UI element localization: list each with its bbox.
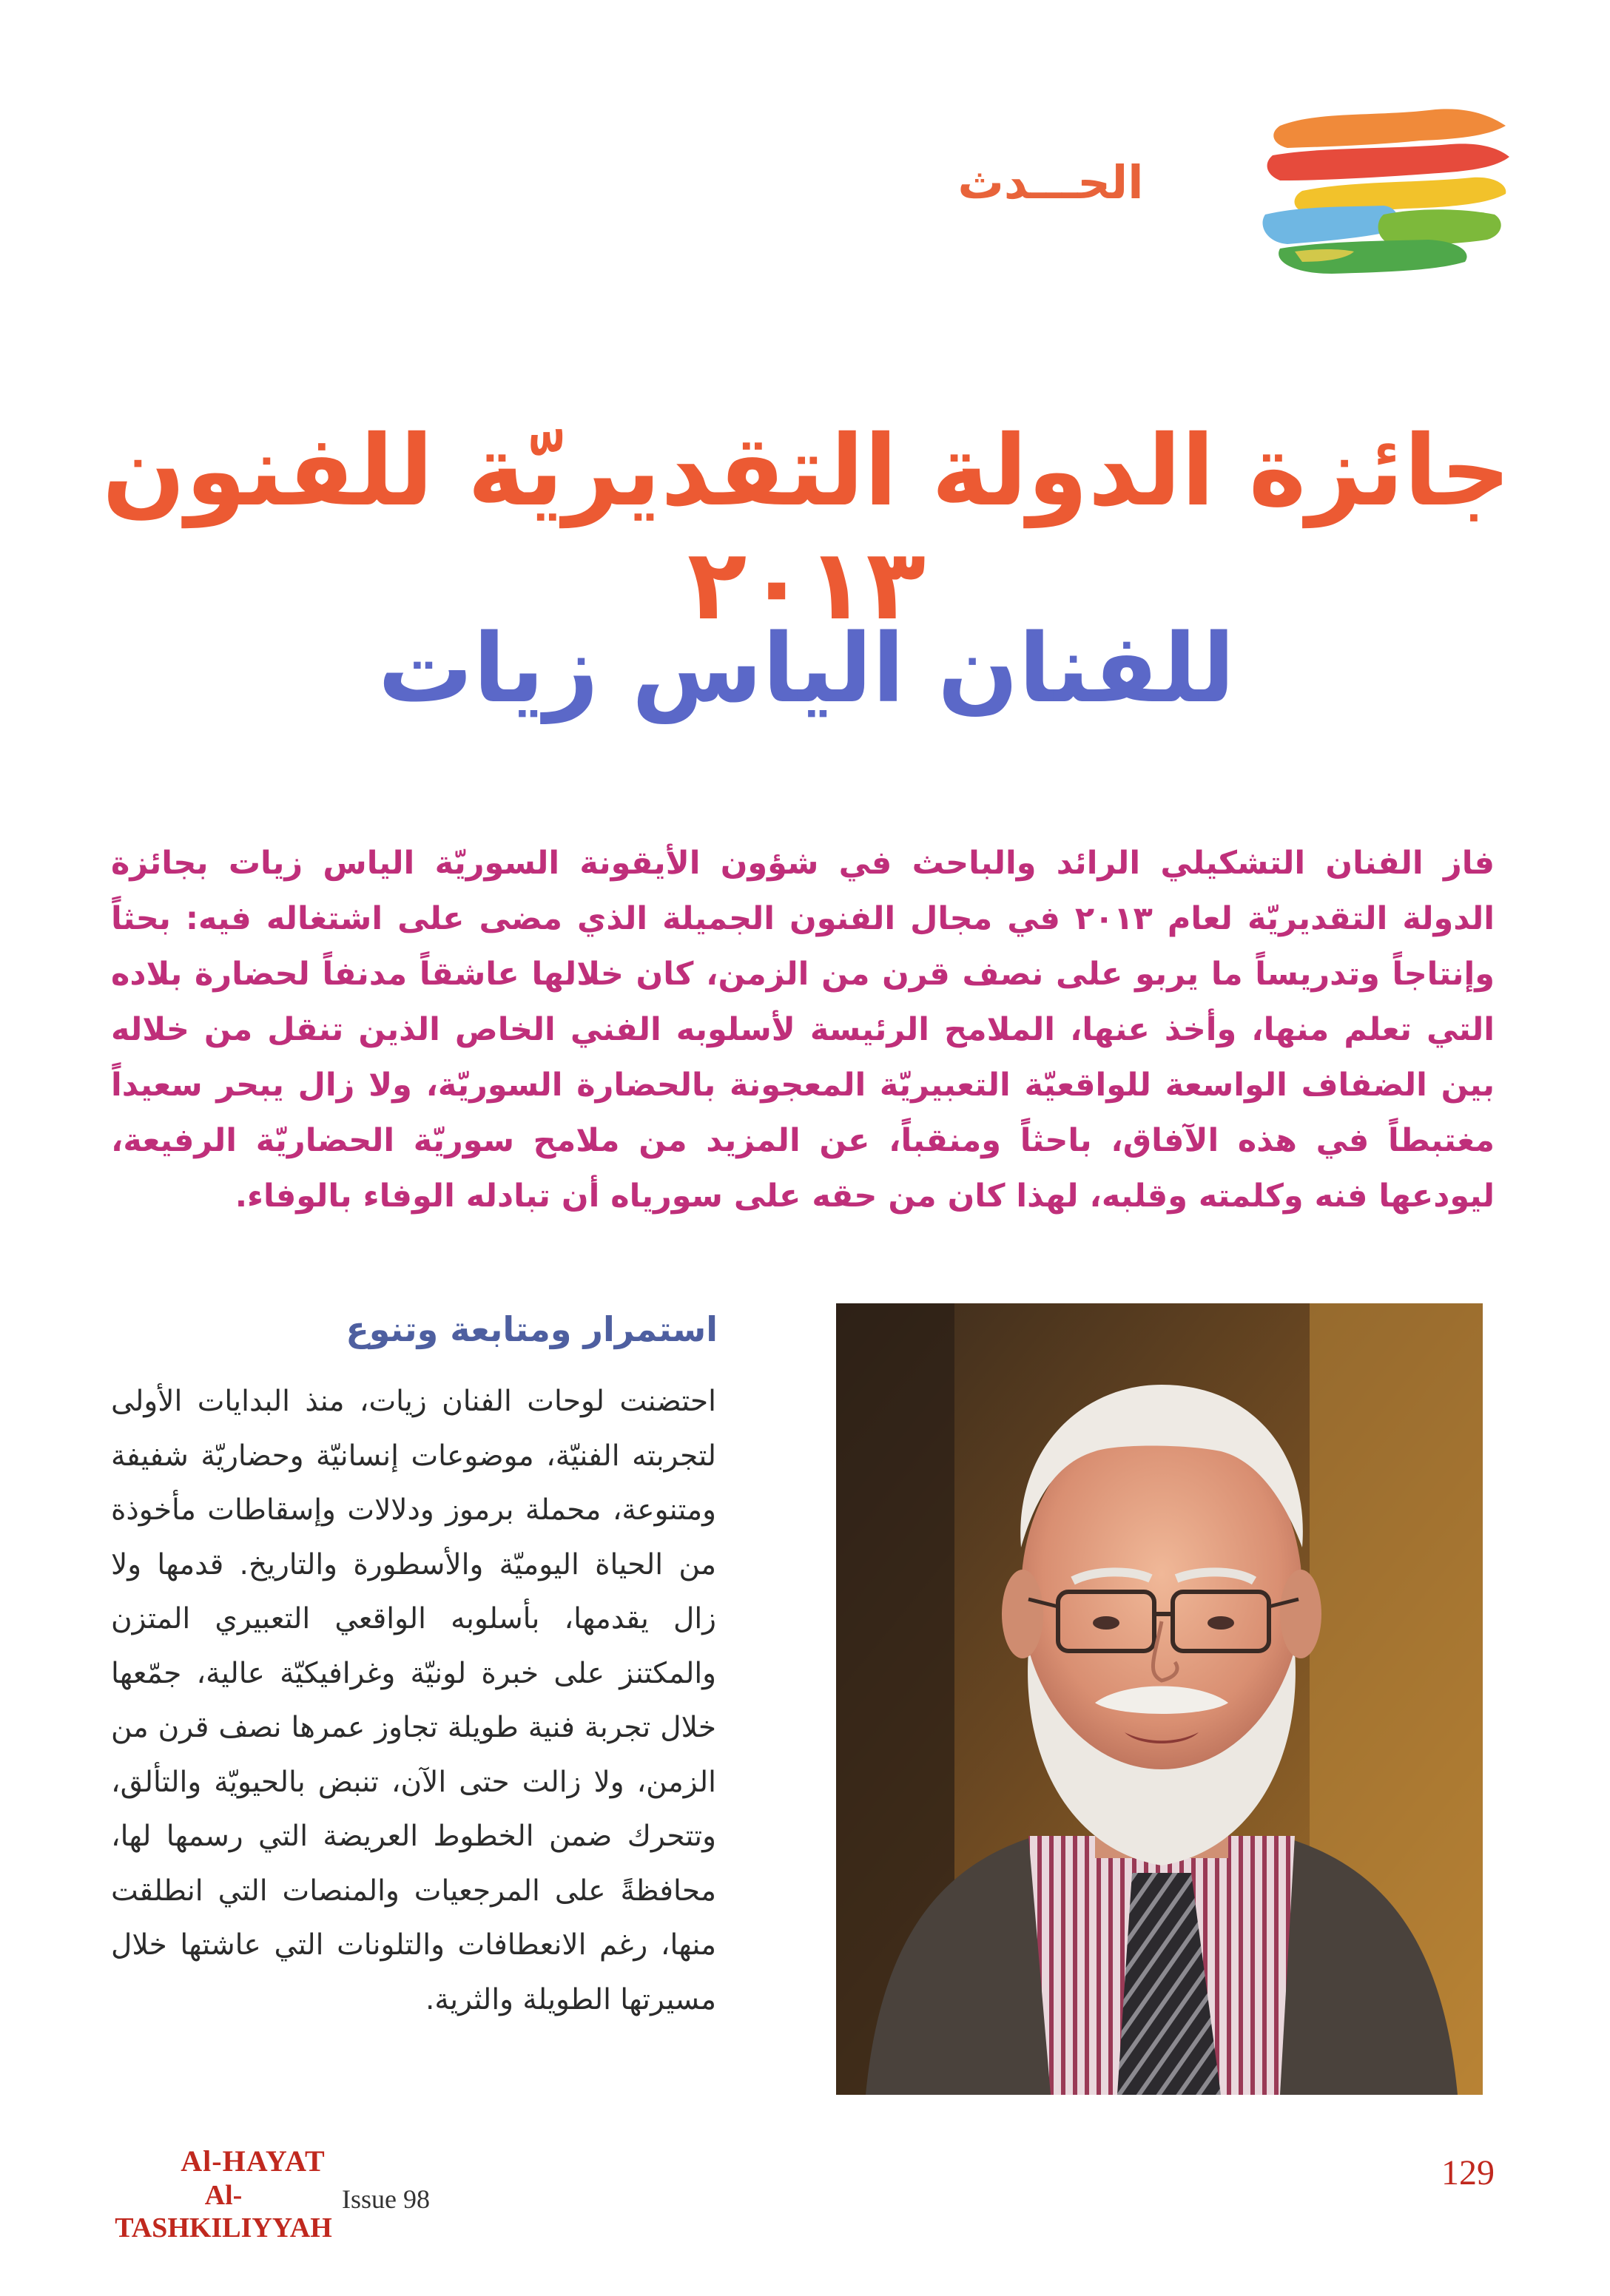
section-label: الحـــدث xyxy=(957,155,1144,209)
section-subheading: استمرار ومتابعة وتنوع xyxy=(346,1309,718,1349)
lead-paragraph: فاز الفنان التشكيلي الرائد والباحث في شؤون الأيقونة السوريّة الياس زيات بجائزة الدولة التقديريّة لعام ٢٠١٣ في مجال الفنون الجميلة الذي مضى على اشتغاله فيه: بحثاً وإنتاجاً وتدريساً ما يربو على نصف قرن من الزمن، كان خلالها عاشقاً مدنفاً لحضارة بلاده التي تعلم منها، وأخذ عنها، الملامح الرئيسة لأسلوبه الفني الخاص الذين تنقل من خلاله بين الضفاف الواسعة للواقعيّة التعبيريّة المعجونة بالحضارة السوريّة، ولا زال يبحر سعيداً مغتبطاً في هذه الآفاق، باحثاً ومنقباً، عن المزيد من ملامح سوريّة الحضاريّة الرفيعة، ليودعها فنه وكلمته وقلبه، لهذا كان من حقه على سورياه أن تبادله الوفاء بالوفاء. xyxy=(111,845,1495,1215)
brush-stroke-logo xyxy=(1250,104,1517,281)
magazine-logo-line2: Al-TASHKILIYYAH xyxy=(115,2180,332,2243)
body-paragraph: احتضنت لوحات الفنان زيات، منذ البدايات الأولى لتجربته الفنيّة، موضوعات إنسانيّة وحضاريّة شفيفة ومتنوعة، محملة برموز ودلالات وإسقاطات مأخوذة من الحياة اليوميّة والأسطورة والتاريخ. قدمها ولا زال يقدمها، بأسلوبه الواقعي التعبيري المتزن والمكتنز على خبرة لونيّة وغرافيكيّة عالية، جمّعها خلال تجربة فنية طويلة تجاوز عمرها نصف قرن من الزمن، ولا زالت حتى الآن، تنبض بالحيويّة والتألق، وتتحرك ضمن الخطوط العريضة التي رسمها لها، محافظةً على المرجعيات والمنصات التي انطلقت منها، رغم الانعطافات والتلونات التي عاشتها خلال مسيرتها الطويلة والثرية. xyxy=(111,1385,716,2016)
article-title: جائزة الدولة التقديريّة للفنون ٢٠١٣ xyxy=(102,414,1511,642)
magazine-logo-line1: Al-HAYAT xyxy=(181,2144,326,2178)
issue-label: Issue 98 xyxy=(342,2184,430,2214)
page-number: 129 xyxy=(1441,2153,1495,2192)
artist-portrait-photo xyxy=(836,1303,1483,2095)
article-subtitle: للفنان الياس زيات xyxy=(377,614,1236,724)
